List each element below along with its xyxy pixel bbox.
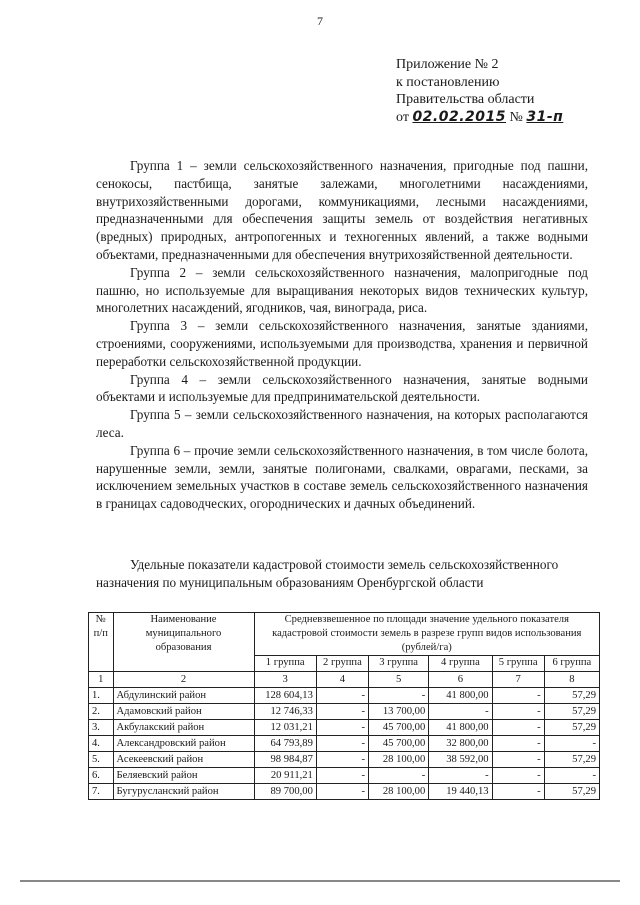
paragraph-group-1: Группа 1 – земли сельскохозяйственного назначения, пригодные под пашни, сенокосы, пастбища, занятые залежами, многолетними насаждениями, внутрихозяйственными дорогами, коммуникациями, лесными насаждениями, предназначенными для обеспечения защиты земель от воздействия негативных (вредных) природных, антропогенных и техногенных явлений, а также водными объектами, предназначенными для обеспечения внутрихозяйственной деятельности.: [96, 158, 588, 262]
paragraph-group-4: Группа 4 – земли сельскохозяйственного назначения, занятые водными объектами и используемые для предпринимательской деятельности.: [96, 371, 588, 405]
value-cell: 20 911,21: [254, 768, 316, 784]
value-cell: -: [429, 704, 492, 720]
body-text: [96, 157, 588, 513]
value-cell: 57,29: [544, 688, 599, 704]
value-cell: 45 700,00: [368, 720, 428, 736]
value-cell: -: [492, 752, 544, 768]
value-cell: 12 031,21: [254, 720, 316, 736]
scan-bottom-edge: [20, 880, 620, 882]
table-heading: Удельные показатели кадастровой стоимости земель сельскохозяйственного назначения по муниципальным образованиям Оренбургской области: [96, 557, 559, 590]
value-cell: 38 592,00: [429, 752, 492, 768]
paragraph-group-3: Группа 3 – земли сельскохозяйственного назначения, занятые зданиями, строениями, сооружениями, используемыми для производства, хранения и первичной переработки сельскохозяйственной продукции.: [96, 318, 588, 369]
value-cell: 41 800,00: [429, 688, 492, 704]
page-number: 7: [317, 14, 323, 28]
index-cell: 1: [89, 672, 114, 688]
appendix-title: Приложение № 2: [396, 57, 499, 72]
table-row: [89, 768, 600, 784]
table-row: [89, 784, 600, 800]
index-cell: 3: [254, 672, 316, 688]
value-cell: 89 700,00: [254, 784, 316, 800]
row-number-cell: 5.: [89, 752, 114, 768]
value-cell: -: [492, 784, 544, 800]
header-municipality: Наименование муниципального образования: [113, 613, 254, 672]
value-cell: 32 800,00: [429, 736, 492, 752]
paragraph-group-2: Группа 2 – земли сельскохозяйственного назначения, малопригодные под пашню, но используемые для выращивания некоторых видов технических культур, многолетних насаждений, ягодников, чая, винограда, риса.: [96, 264, 588, 316]
paragraph-group-6: Группа 6 – прочие земли сельскохозяйственного назначения, в том числе болота, нарушенные земли, земли, занятые полигонами, свалками, оврагами, песками, за исключением земельных участков в составе земель сельскохозяйственного назначения в границах садоводческих, огороднических и дачных объединений.: [96, 442, 588, 512]
value-cell: -: [316, 704, 368, 720]
value-cell: -: [316, 720, 368, 736]
value-cell: 28 100,00: [368, 752, 428, 768]
value-cell: -: [368, 768, 428, 784]
cadastral-value-table: [88, 612, 600, 800]
value-cell: 12 746,33: [254, 704, 316, 720]
header-value: Средневзвешенное по площади значение удельного показателя кадастровой стоимости земель в разрезе групп видов использования (рублей/га): [254, 613, 599, 656]
index-cell: 7: [492, 672, 544, 688]
value-cell: -: [492, 688, 544, 704]
value-cell: -: [492, 720, 544, 736]
handwritten-number: 31-п: [526, 108, 564, 125]
value-cell: -: [368, 688, 428, 704]
table-row: [89, 688, 600, 704]
value-cell: -: [316, 736, 368, 752]
value-cell: 41 800,00: [429, 720, 492, 736]
appendix-line-3: Правительства области: [396, 92, 535, 107]
header-group-6: 6 группа: [544, 656, 599, 672]
index-cell: 8: [544, 672, 599, 688]
header-group-5: 5 группа: [492, 656, 544, 672]
table-row: [89, 720, 600, 736]
value-cell: 57,29: [544, 752, 599, 768]
index-cell: 6: [429, 672, 492, 688]
index-cell: 4: [316, 672, 368, 688]
index-cell: 5: [368, 672, 428, 688]
municipality-cell: Акбулакский район: [113, 720, 254, 736]
appendix-date-line: [396, 109, 563, 127]
value-cell: 64 793,89: [254, 736, 316, 752]
municipality-cell: Бугурусланский район: [113, 784, 254, 800]
row-number-cell: 6.: [89, 768, 114, 784]
value-cell: -: [544, 736, 599, 752]
table-row: [89, 752, 600, 768]
value-cell: -: [316, 688, 368, 704]
table-row: [89, 736, 600, 752]
value-cell: -: [316, 784, 368, 800]
value-cell: 13 700,00: [368, 704, 428, 720]
municipality-cell: Адамовский район: [113, 704, 254, 720]
header-group-1: 1 группа: [254, 656, 316, 672]
table-row: [89, 704, 600, 720]
municipality-cell: Беляевский район: [113, 768, 254, 784]
value-cell: 45 700,00: [368, 736, 428, 752]
column-index-row: [89, 672, 600, 688]
value-cell: 57,29: [544, 720, 599, 736]
header-number: № п/п: [89, 613, 114, 672]
appendix-header: [396, 56, 563, 126]
row-number-cell: 1.: [89, 688, 114, 704]
header-group-4: 4 группа: [429, 656, 492, 672]
municipality-cell: Александровский район: [113, 736, 254, 752]
value-cell: 128 604,13: [254, 688, 316, 704]
index-cell: 2: [113, 672, 254, 688]
value-cell: -: [492, 736, 544, 752]
value-cell: -: [316, 752, 368, 768]
value-cell: 19 440,13: [429, 784, 492, 800]
header-group-2: 2 группа: [316, 656, 368, 672]
number-prefix: №: [509, 109, 523, 125]
header-group-3: 3 группа: [368, 656, 428, 672]
value-cell: -: [544, 768, 599, 784]
municipality-cell: Асекеевский район: [113, 752, 254, 768]
value-cell: 57,29: [544, 704, 599, 720]
paragraph-group-5: Группа 5 – земли сельскохозяйственного назначения, на которых располагаются леса.: [96, 407, 588, 440]
value-cell: -: [492, 768, 544, 784]
value-cell: 57,29: [544, 784, 599, 800]
value-cell: 98 984,87: [254, 752, 316, 768]
appendix-line-2: к постановлению: [396, 74, 500, 90]
row-number-cell: 2.: [89, 704, 114, 720]
row-number-cell: 3.: [89, 720, 114, 736]
row-number-cell: 4.: [89, 736, 114, 752]
value-cell: -: [316, 768, 368, 784]
value-cell: -: [492, 704, 544, 720]
date-prefix: от: [396, 109, 409, 125]
municipality-cell: Абдулинский район: [113, 688, 254, 704]
value-cell: -: [429, 768, 492, 784]
value-cell: 28 100,00: [368, 784, 428, 800]
row-number-cell: 7.: [89, 784, 114, 800]
handwritten-date: 02.02.2015: [412, 108, 507, 125]
